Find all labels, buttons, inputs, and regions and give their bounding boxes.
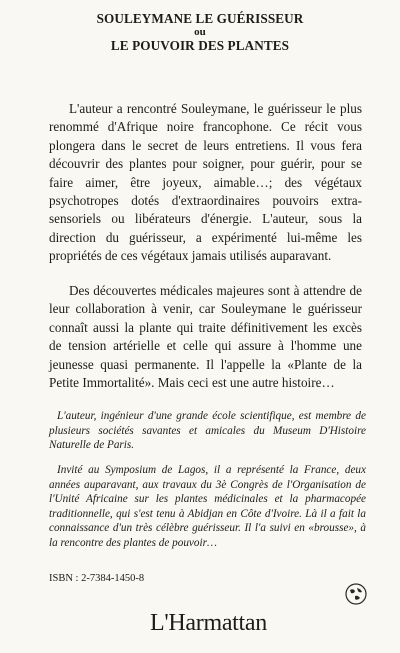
author-bio-paragraph-1: L'auteur, ingénieur d'une grande école scientifique, est membre de plusieurs sociétés savantes et amicales du Museum D'Histoire Naturelle de Paris.	[49, 410, 366, 452]
blurb-paragraph-1: L'auteur a rencontré Souleymane, le guérisseur le plus renommé d'Afrique noire francophone. Ce récit vous plongera dans le secret de leurs entretiens. Il vous fera découvrir des plantes pour soigner, pour guérir, pour se faire aimer, être joyeux, aimable…; des végétaux psychotropes dotés d'extraordinaires pouvoirs extra-sensoriels ou libérateurs d'énergie. L'auteur, sous la direction du guérisseur, a expérimenté lui-même les propriétés de ces végétaux jamais utilisés auparavant.	[49, 101, 362, 264]
isbn: ISBN : 2-7384-1450-8	[49, 573, 145, 584]
publisher-logo-text: L'Harmattan	[150, 610, 267, 636]
blurb-paragraph-2: Des découvertes médicales majeures sont à attendre de leur collaboration à venir, car Souleymane le guérisseur connaît aussi la plante qui traite définitivement les excès de tension artérielle et celle qui assure à l'homme une jeunesse quasi permanente. Il l'appelle la «Plante de la Petite Immortalité». Mais ceci est une autre histoire…	[49, 283, 362, 391]
book-subtitle: LE POUVOIR DES PLANTES	[110, 38, 290, 53]
book-title: SOULEYMANE LE GUÉRISSEUR	[96, 11, 304, 26]
globe-icon	[345, 583, 367, 605]
title-connector: ou	[194, 26, 206, 38]
author-bio-paragraph-2: Invité au Symposium de Lagos, il a représenté la France, deux années auparavant, aux travaux du 3è Congrès de l'Organisation de l'Unité Africaine sur les plantes médicinales et la pharmacopée traditionnelle, qui s'est tenu à Abidjan en Côte d'Ivoire. Là il a fait la connaissance d'un très célèbre guérisseur. Il l'a suivi en «brousse», à la rencontre des plantes de pouvoir…	[49, 464, 366, 549]
publisher-logo	[150, 600, 300, 644]
